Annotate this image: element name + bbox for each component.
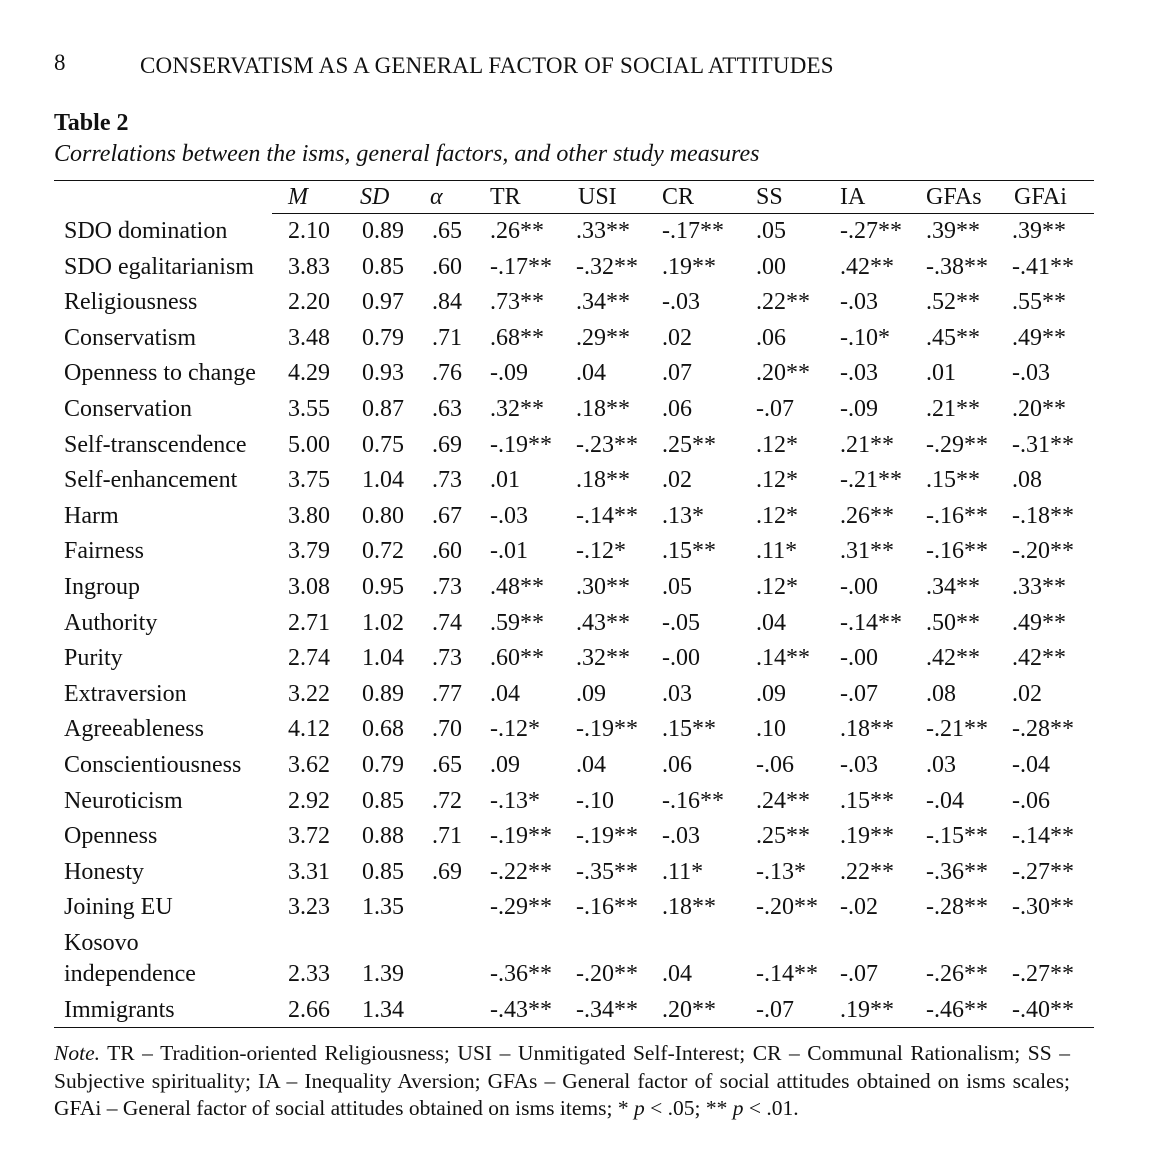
cell-alpha: .69	[432, 858, 462, 885]
row-label: Kosovo	[64, 930, 139, 956]
cell-sd: 0.68	[362, 716, 404, 743]
cell-tr: -.43**	[490, 996, 552, 1023]
page-number: 8	[54, 50, 66, 75]
cell-usi: .33**	[576, 218, 630, 244]
cell-sd: 0.88	[362, 823, 404, 850]
cell-m: 3.75	[288, 467, 330, 494]
cell-alpha: .74	[432, 609, 462, 636]
table-note	[54, 1040, 1070, 1123]
cell-ia: -.14**	[840, 609, 902, 636]
cell-sd: 1.39	[362, 961, 404, 988]
row-label: Neuroticism	[64, 787, 183, 814]
cell-gfas: -.28**	[926, 894, 988, 921]
cell-gfai: -.14**	[1012, 823, 1074, 850]
cell-m: 3.08	[288, 574, 330, 600]
table-row	[0, 788, 1158, 823]
cell-cr: .20**	[662, 996, 716, 1023]
table-row	[0, 467, 1158, 502]
cell-alpha: .71	[432, 324, 462, 351]
cell-gfai: -.31**	[1012, 431, 1074, 458]
column-header-usi: USI	[578, 184, 617, 210]
cell-ia: -.07	[840, 680, 878, 707]
cell-gfai: -.27**	[1012, 961, 1074, 988]
cell-ss: .20**	[756, 360, 810, 387]
note-text: TR – Tradition-oriented Religiousness; USI – Unmitigated Self-Interest; CR – Communal Rationalism; SS – Subjective spirituality; IA – Inequality Aversion; GFAs – General factor of social attitudes obtained on isms scales; GFAi – General factor of social attitudes obtained on isms items; *	[54, 1041, 1070, 1120]
cell-ss: .12*	[756, 574, 798, 600]
table-row	[0, 289, 1158, 324]
cell-usi: .04	[576, 360, 606, 387]
cell-gfas: .34**	[926, 574, 980, 600]
cell-tr: .73**	[490, 289, 544, 316]
cell-alpha: .76	[432, 360, 462, 387]
cell-ia: .18**	[840, 716, 894, 743]
cell-usi: -.19**	[576, 823, 638, 850]
cell-ia: .19**	[840, 823, 894, 850]
cell-gfai: -.04	[1012, 752, 1050, 778]
cell-cr: .02	[662, 324, 692, 351]
cell-ss: .12*	[756, 467, 798, 494]
cell-tr: -.22**	[490, 858, 552, 885]
row-label: Immigrants	[64, 996, 175, 1023]
cell-m: 3.23	[288, 894, 330, 921]
cell-cr: .15**	[662, 716, 716, 743]
cell-ss: .24**	[756, 787, 810, 814]
table-row	[0, 752, 1158, 787]
cell-sd: 0.85	[362, 858, 404, 885]
cell-ia: -.03	[840, 752, 878, 778]
cell-m: 4.29	[288, 360, 330, 387]
cell-cr: .03	[662, 680, 692, 707]
row-label: Harm	[64, 502, 119, 529]
cell-usi: -.35**	[576, 858, 638, 885]
cell-cr: .18**	[662, 894, 716, 921]
cell-alpha: .73	[432, 574, 462, 600]
cell-alpha: .65	[432, 752, 462, 778]
cell-gfas: -.15**	[926, 823, 988, 850]
cell-m: 3.48	[288, 324, 330, 351]
row-label: SDO egalitarianism	[64, 253, 254, 280]
cell-ia: .21**	[840, 431, 894, 458]
row-label: SDO domination	[64, 218, 228, 244]
cell-gfai: -.20**	[1012, 538, 1074, 565]
table-row	[0, 254, 1158, 289]
cell-ss: -.07	[756, 396, 794, 422]
cell-usi: -.16**	[576, 894, 638, 921]
cell-ia: .26**	[840, 502, 894, 529]
note-label: Note.	[54, 1041, 100, 1065]
cell-gfai: .39**	[1012, 218, 1066, 244]
cell-ia: .15**	[840, 787, 894, 814]
cell-m: 2.71	[288, 609, 330, 636]
cell-usi: -.23**	[576, 431, 638, 458]
cell-sd: 1.02	[362, 609, 404, 636]
table-row	[0, 360, 1158, 395]
cell-tr: .26**	[490, 218, 544, 244]
note-p-symbol: p	[732, 1096, 744, 1120]
cell-usi: -.20**	[576, 961, 638, 988]
cell-alpha: .67	[432, 502, 462, 529]
cell-ss: .04	[756, 609, 786, 636]
cell-gfas: -.36**	[926, 858, 988, 885]
cell-m: 4.12	[288, 716, 330, 743]
cell-tr: -.19**	[490, 823, 552, 850]
cell-m: 3.72	[288, 823, 330, 850]
cell-cr: -.05	[662, 609, 700, 636]
column-header-sd: SD	[360, 184, 390, 210]
row-label: Self-transcendence	[64, 431, 247, 458]
cell-m: 3.80	[288, 502, 330, 529]
cell-gfai: .08	[1012, 467, 1042, 494]
cell-ia: -.00	[840, 645, 878, 672]
cell-alpha: .63	[432, 396, 462, 422]
cell-usi: .43**	[576, 609, 630, 636]
cell-gfas: .42**	[926, 645, 980, 672]
cell-ia: -.02	[840, 894, 878, 921]
cell-gfas: -.16**	[926, 538, 988, 565]
cell-m: 3.22	[288, 680, 330, 707]
cell-gfas: -.04	[926, 787, 964, 814]
table-row	[0, 574, 1158, 609]
cell-m: 2.20	[288, 289, 330, 316]
cell-usi: .09	[576, 680, 606, 707]
table-row	[0, 961, 1158, 996]
cell-ss: .00	[756, 253, 786, 280]
cell-gfas: -.46**	[926, 996, 988, 1023]
cell-usi: -.14**	[576, 502, 638, 529]
cell-sd: 1.34	[362, 996, 404, 1023]
cell-ia: .19**	[840, 996, 894, 1023]
cell-ss: .12*	[756, 431, 798, 458]
cell-alpha: .84	[432, 289, 462, 316]
cell-usi: -.32**	[576, 253, 638, 280]
cell-alpha: .60	[432, 253, 462, 280]
cell-ia: .22**	[840, 858, 894, 885]
cell-tr: .60**	[490, 645, 544, 672]
cell-gfas: -.38**	[926, 253, 988, 280]
cell-cr: -.03	[662, 823, 700, 850]
cell-cr: .06	[662, 752, 692, 778]
cell-gfas: .52**	[926, 289, 980, 316]
cell-usi: .18**	[576, 396, 630, 422]
cell-ia: .31**	[840, 538, 894, 565]
cell-gfas: .01	[926, 360, 956, 387]
table-row	[0, 645, 1158, 680]
cell-gfai: .55**	[1012, 289, 1066, 316]
cell-sd: 0.80	[362, 502, 404, 529]
cell-alpha: .73	[432, 645, 462, 672]
table-row	[0, 218, 1158, 253]
cell-gfai: -.30**	[1012, 894, 1074, 921]
table-label: Table 2	[54, 110, 129, 136]
note-text: < .05; **	[644, 1096, 733, 1120]
cell-alpha: .72	[432, 787, 462, 814]
row-label: Honesty	[64, 858, 144, 885]
cell-cr: .04	[662, 961, 692, 988]
cell-gfas: -.26**	[926, 961, 988, 988]
cell-ss: .10	[756, 716, 786, 743]
cell-tr: -.36**	[490, 961, 552, 988]
cell-cr: .15**	[662, 538, 716, 565]
cell-sd: 0.93	[362, 360, 404, 387]
table-row	[0, 894, 1158, 929]
cell-gfai: .20**	[1012, 396, 1066, 422]
cell-gfai: -.03	[1012, 360, 1050, 387]
column-header-alpha: α	[430, 184, 443, 210]
cell-m: 2.74	[288, 645, 330, 672]
cell-cr: .25**	[662, 431, 716, 458]
row-label: Authority	[64, 609, 158, 636]
cell-usi: .18**	[576, 467, 630, 494]
cell-tr: -.12*	[490, 716, 540, 743]
cell-gfai: .49**	[1012, 324, 1066, 351]
cell-gfas: -.16**	[926, 502, 988, 529]
cell-ia: .42**	[840, 253, 894, 280]
row-label: Conservation	[64, 396, 192, 422]
row-label: Openness	[64, 823, 158, 850]
cell-ss: -.13*	[756, 858, 806, 885]
cell-sd: 0.85	[362, 787, 404, 814]
cell-tr: -.03	[490, 502, 528, 529]
table-caption: Correlations between the isms, general factors, and other study measures	[54, 141, 760, 167]
note-text: < .01.	[743, 1096, 799, 1120]
column-header-cr: CR	[662, 184, 695, 210]
cell-gfai: -.06	[1012, 787, 1050, 814]
cell-cr: .06	[662, 396, 692, 422]
cell-alpha: .60	[432, 538, 462, 565]
table-row	[0, 396, 1158, 431]
cell-sd: 0.89	[362, 680, 404, 707]
row-label: Fairness	[64, 538, 144, 565]
row-label: Self-enhancement	[64, 467, 238, 494]
cell-alpha: .65	[432, 218, 462, 244]
cell-gfas: -.21**	[926, 716, 988, 743]
table-row	[0, 859, 1158, 894]
cell-sd: 1.04	[362, 645, 404, 672]
cell-ss: -.07	[756, 996, 794, 1023]
cell-gfai: .02	[1012, 680, 1042, 707]
cell-ia: -.10*	[840, 324, 890, 351]
cell-gfas: .45**	[926, 324, 980, 351]
cell-tr: -.29**	[490, 894, 552, 921]
cell-usi: .34**	[576, 289, 630, 316]
cell-m: 2.33	[288, 961, 330, 988]
cell-cr: -.03	[662, 289, 700, 316]
table-row	[0, 325, 1158, 360]
cell-cr: .02	[662, 467, 692, 494]
cell-gfas: .03	[926, 752, 956, 778]
cell-gfai: .33**	[1012, 574, 1066, 600]
cell-m: 3.79	[288, 538, 330, 565]
cell-tr: -.09	[490, 360, 528, 387]
column-header-gfai: GFAi	[1014, 184, 1067, 210]
cell-usi: -.19**	[576, 716, 638, 743]
cell-cr: .11*	[662, 858, 704, 885]
cell-sd: 0.95	[362, 574, 404, 600]
cell-sd: 1.35	[362, 894, 404, 921]
cell-usi: -.10	[576, 787, 614, 814]
cell-cr: .07	[662, 360, 692, 387]
cell-m: 2.92	[288, 787, 330, 814]
cell-sd: 0.79	[362, 324, 404, 351]
cell-ia: -.00	[840, 574, 878, 600]
cell-sd: 0.97	[362, 289, 404, 316]
cell-ia: -.09	[840, 396, 878, 422]
cell-usi: .29**	[576, 324, 630, 351]
column-header-tr: TR	[490, 184, 521, 210]
cell-tr: .01	[490, 467, 520, 494]
cell-sd: 0.87	[362, 396, 404, 422]
column-header-gfas: GFAs	[926, 184, 982, 210]
cell-sd: 0.75	[362, 431, 404, 458]
row-label: Religiousness	[64, 289, 198, 316]
cell-ss: -.20**	[756, 894, 818, 921]
cell-usi: .30**	[576, 574, 630, 600]
cell-tr: .48**	[490, 574, 544, 600]
row-label: Agreeableness	[64, 716, 204, 743]
cell-gfai: -.18**	[1012, 502, 1074, 529]
table-row	[0, 610, 1158, 645]
cell-tr: -.01	[490, 538, 528, 565]
cell-tr: .68**	[490, 324, 544, 351]
cell-cr: -.16**	[662, 787, 724, 814]
table-row	[0, 503, 1158, 538]
cell-m: 3.62	[288, 752, 330, 778]
cell-sd: 1.04	[362, 467, 404, 494]
cell-gfai: -.40**	[1012, 996, 1074, 1023]
column-header-ia: IA	[840, 184, 866, 210]
row-label: Openness to change	[64, 360, 256, 387]
cell-alpha: .70	[432, 716, 462, 743]
row-label: Extraversion	[64, 680, 187, 707]
cell-usi: -.34**	[576, 996, 638, 1023]
cell-m: 3.83	[288, 253, 330, 280]
cell-ia: -.03	[840, 289, 878, 316]
cell-tr: .59**	[490, 609, 544, 636]
cell-sd: 0.79	[362, 752, 404, 778]
running-head: CONSERVATISM AS A GENERAL FACTOR OF SOCIAL ATTITUDES	[140, 53, 834, 78]
cell-gfas: .08	[926, 680, 956, 707]
cell-cr: .13*	[662, 502, 704, 529]
cell-sd: 0.89	[362, 218, 404, 244]
row-label: Joining EU	[64, 894, 173, 921]
row-label: Conservatism	[64, 324, 196, 351]
cell-ss: .25**	[756, 823, 810, 850]
column-header-m: M	[288, 184, 308, 210]
row-label: Ingroup	[64, 574, 140, 600]
cell-ia: -.21**	[840, 467, 902, 494]
cell-sd: 0.85	[362, 253, 404, 280]
cell-cr: .19**	[662, 253, 716, 280]
table-row-label-continuation	[0, 930, 1158, 965]
cell-gfas: .21**	[926, 396, 980, 422]
cell-cr: .05	[662, 574, 692, 600]
cell-gfai: -.27**	[1012, 858, 1074, 885]
cell-ss: .05	[756, 218, 786, 244]
cell-gfas: .50**	[926, 609, 980, 636]
cell-alpha: .71	[432, 823, 462, 850]
cell-ss: .06	[756, 324, 786, 351]
cell-sd: 0.72	[362, 538, 404, 565]
table-row	[0, 823, 1158, 858]
table-bottom-rule	[54, 1027, 1094, 1028]
cell-m: 2.66	[288, 996, 330, 1023]
cell-ss: -.14**	[756, 961, 818, 988]
row-label: Conscientiousness	[64, 752, 242, 778]
table-row	[0, 716, 1158, 751]
cell-m: 3.31	[288, 858, 330, 885]
cell-ia: -.27**	[840, 218, 902, 244]
row-label: independence	[64, 961, 196, 988]
table-row	[0, 681, 1158, 716]
cell-gfas: .39**	[926, 218, 980, 244]
cell-tr: -.19**	[490, 431, 552, 458]
cell-gfai: -.41**	[1012, 253, 1074, 280]
cell-m: 3.55	[288, 396, 330, 422]
cell-ia: -.03	[840, 360, 878, 387]
table-row	[0, 538, 1158, 573]
cell-ss: -.06	[756, 752, 794, 778]
cell-m: 5.00	[288, 431, 330, 458]
cell-ss: .12*	[756, 502, 798, 529]
cell-gfai: .49**	[1012, 609, 1066, 636]
cell-ia: -.07	[840, 961, 878, 988]
cell-gfai: .42**	[1012, 645, 1066, 672]
cell-alpha: .73	[432, 467, 462, 494]
cell-usi: .32**	[576, 645, 630, 672]
cell-usi: -.12*	[576, 538, 626, 565]
cell-gfai: -.28**	[1012, 716, 1074, 743]
cell-alpha: .69	[432, 431, 462, 458]
cell-usi: .04	[576, 752, 606, 778]
cell-gfas: .15**	[926, 467, 980, 494]
column-header-ss: SS	[756, 184, 783, 210]
cell-tr: -.17**	[490, 253, 552, 280]
cell-cr: -.17**	[662, 218, 724, 244]
cell-tr: .09	[490, 752, 520, 778]
cell-tr: -.13*	[490, 787, 540, 814]
cell-m: 2.10	[288, 218, 330, 244]
cell-tr: .04	[490, 680, 520, 707]
cell-cr: -.00	[662, 645, 700, 672]
cell-tr: .32**	[490, 396, 544, 422]
note-p-symbol: p	[633, 1096, 645, 1120]
table-row	[0, 432, 1158, 467]
row-label: Purity	[64, 645, 123, 672]
cell-ss: .14**	[756, 645, 810, 672]
cell-ss: .22**	[756, 289, 810, 316]
cell-gfas: -.29**	[926, 431, 988, 458]
cell-alpha: .77	[432, 680, 462, 707]
cell-ss: .09	[756, 680, 786, 707]
cell-ss: .11*	[756, 538, 798, 565]
